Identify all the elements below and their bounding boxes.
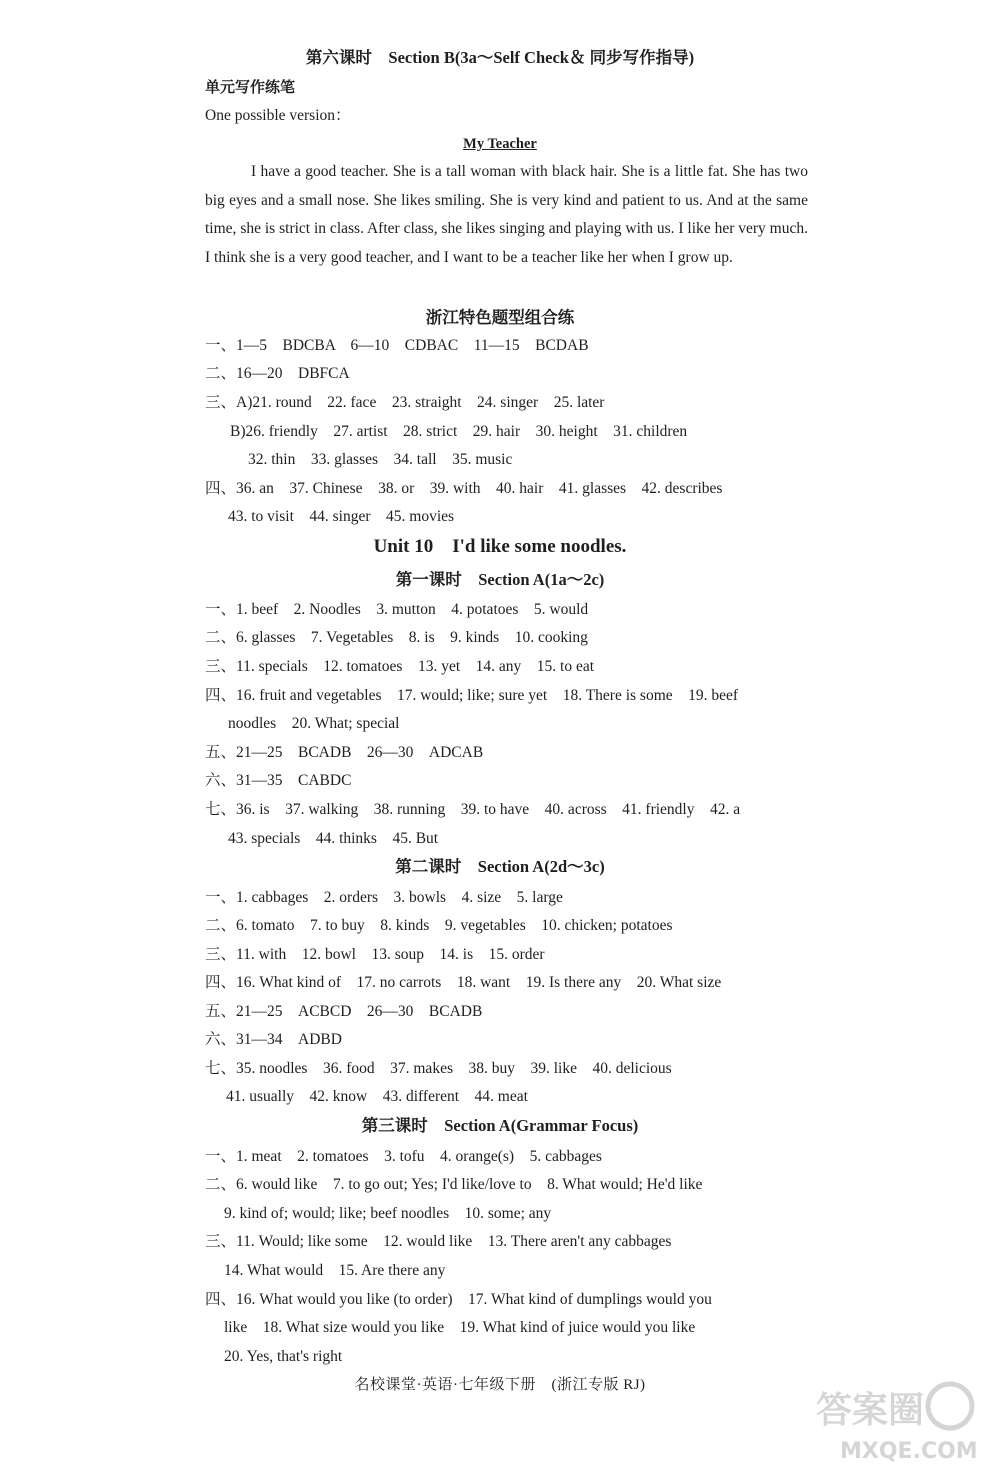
answer-line: 一、1. cabbages 2. orders 3. bowls 4. size 5. large [205,889,563,906]
answer-line: 9. kind of; would; like; beef noodles 10. some; any [224,1205,552,1222]
watermark-logo-icon [810,1380,980,1465]
essay-paragraph [205,158,808,272]
answer-line: 三、A)21. round 22. face 23. straight 24. singer 25. later [205,394,605,411]
section-heading-lesson1: 第一课时 Section A(1a～2c) [395,570,605,589]
answer-line: 三、11. specials 12. tomatoes 13. yet 14. any 15. to eat [205,658,595,675]
essay-text: I have a good teacher. She is a tall woman with black hair. She is a little fat. She has two big eyes and a small nose. She likes smiling. She is very kind and patient to us. And at the same time, she is strict in class. After class, she likes singing and playing with us. I like her very much. I think she is a very good teacher, and I want to be a teacher like her when I grow up. [205,163,808,266]
watermark-brand: 答案圈 [816,1390,925,1431]
page-footer: 名校课堂·英语·七年级下册 (浙江专版 RJ) [354,1377,646,1393]
answer-line: 七、35. noodles 36. food 37. makes 38. buy 39. like 40. delicious [205,1060,672,1077]
answer-line: 32. thin 33. glasses 34. tall 35. music [248,451,513,468]
answer-line: 二、6. glasses 7. Vegetables 8. is 9. kinds 10. cooking [205,629,588,646]
answer-line: 四、16. fruit and vegetables 17. would; like; sure yet 18. There is some 19. beef [205,687,739,704]
answer-line: 六、31—34 ADBD [205,1031,342,1048]
answer-line: noodles 20. What; special [228,715,400,732]
answer-line: 五、21—25 BCADB 26—30 ADCAB [205,744,484,761]
answer-line: 四、16. What would you like (to order) 17. What kind of dumplings would you [205,1291,712,1308]
answer-line: 五、21—25 ACBCD 26—30 BCADB [205,1003,483,1020]
unit-title: Unit 10 I'd like some noodles. [373,536,627,557]
answer-line: 四、36. an 37. Chinese 38. or 39. with 40. hair 41. glasses 42. describes [205,480,723,497]
possible-version-label: One possible version： [205,107,351,124]
answer-line: 14. What would 15. Are there any [224,1262,446,1279]
answer-line: 一、1. meat 2. tomatoes 3. tofu 4. orange(s) 5. cabbages [205,1148,602,1165]
answer-line: 三、11. with 12. bowl 13. soup 14. is 15. order [205,946,545,963]
answer-line: 43. to visit 44. singer 45. movies [228,508,455,525]
answer-line: 四、16. What kind of 17. no carrots 18. want 19. Is there any 20. What size [205,974,722,991]
answer-line: 六、31—35 CABDC [205,772,352,789]
section-heading-lesson6: 第六课时 Section B(3a～Self Check＆ 同步写作指导) [305,48,695,67]
section-heading-zhejiang: 浙江特色题型组合练 [425,308,575,327]
essay-title: My Teacher [463,136,537,152]
answer-line: 二、16—20 DBFCA [205,365,350,382]
section-heading-lesson2: 第二课时 Section A(2d～3c) [395,857,605,876]
answer-line: 二、6. would like 7. to go out; Yes; I'd like/love to 8. What would; He'd like [205,1176,703,1193]
watermark-logo [810,1380,980,1465]
answer-line: 20. Yes, that's right [224,1348,343,1365]
answer-line: 三、11. Would; like some 12. would like 13. There aren't any cabbages [205,1233,672,1250]
answer-line: 二、6. tomato 7. to buy 8. kinds 9. vegetables 10. chicken; potatoes [205,917,673,934]
watermark-url: MXQE.COM [840,1439,978,1464]
answer-line: B)26. friendly 27. artist 28. strict 29. hair 30. height 31. children [230,423,688,440]
answer-line: 一、1—5 BDCBA 6—10 CDBAC 11—15 BCDAB [205,337,589,354]
answer-line: 七、36. is 37. walking 38. running 39. to have 40. across 41. friendly 42. a [205,801,741,818]
writing-practice-label: 单元写作练笔 [205,80,296,96]
answer-line: like 18. What size would you like 19. What kind of juice would you like [224,1319,696,1336]
answer-line: 43. specials 44. thinks 45. But [228,830,439,847]
answer-line: 一、1. beef 2. Noodles 3. mutton 4. potatoes 5. would [205,601,589,618]
section-heading-lesson3: 第三课时 Section A(Grammar Focus) [361,1116,639,1135]
answer-line: 41. usually 42. know 43. different 44. meat [226,1088,528,1105]
